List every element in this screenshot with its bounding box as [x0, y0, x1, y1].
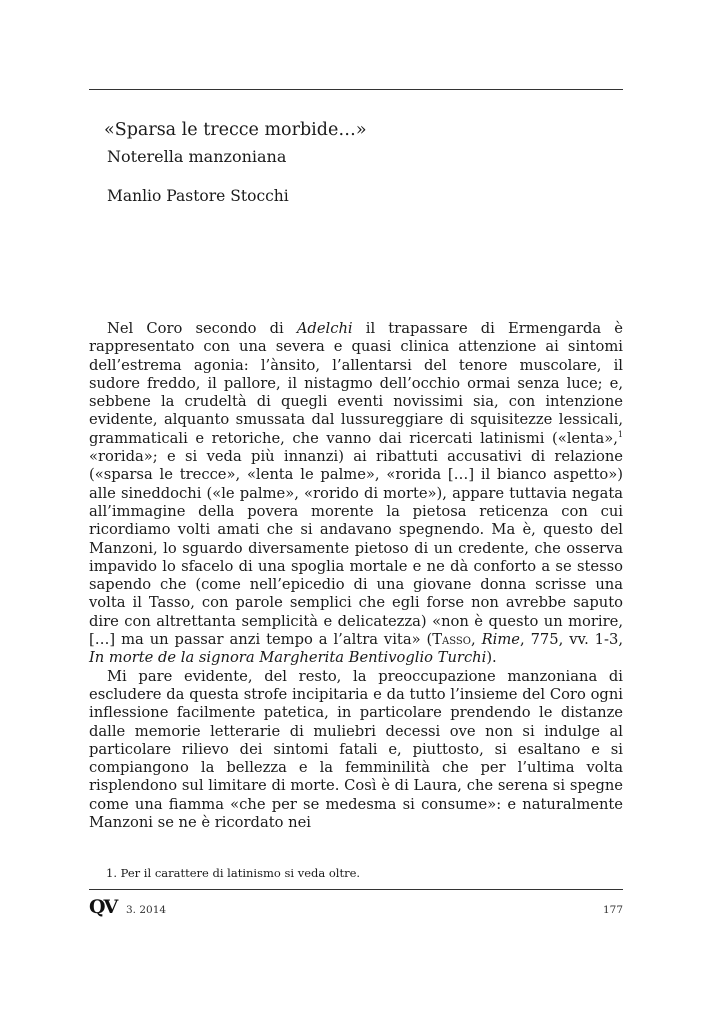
text-run: «rorida»; e si veda più innanzi) ai ribattuti accusativi di relazione («sparsa le trecce», «lenta le palme», «rorida […] il bianco aspetto») alle sineddochi («le palme», «rorido di morte»), appare tuttavia negata all’immagine della povera morente la pietosa reticenza con cui ricordiamo volti amati che si andavano spegnendo. Ma è, questo del Manzoni, lo sguardo diversamente pietoso di un credente, che osserva impavido lo sfacelo di una spoglia mortale e ne dà conforto a se stesso sapendo che (come nell’epicedio di una giovane donna scrisse una volta il Tasso, con parole semplici che egli forse non avrebbe saputo dire con altrettanta semplicità e delicatezza) «non è questo un morire, […] ma un passar anzi tempo a l’altra vita» ( — [89, 448, 623, 649]
article-header — [104, 118, 604, 206]
article-title: «Sparsa le trecce morbide…» — [104, 120, 367, 140]
top-rule — [89, 89, 623, 90]
paragraph-1 — [89, 320, 623, 668]
page-number: 177 — [602, 904, 623, 916]
article-body — [89, 320, 623, 832]
article-subtitle: Noterella manzoniana — [107, 147, 287, 166]
paragraph-2: Mi pare evidente, del resto, la preoccupazione manzoniana di escludere da questa strofe incipitaria e da tutto l’insieme del Coro ogni inflessione facilmente patetica, in particolare prendendo le distanze dalle memorie letterarie di muliebri decessi ove non si indulge al particolare rilievo dei sintomi fatali e, piuttosto, si esaltano e si compiangono la bellezza e la femminilità che per l’ultima volta risplendono sul limitare di morte. Così è di Laura, che serena si spegne come una fiamma «che per se medesma si consume»: e naturalmente Manzoni se ne è ricordato nei — [89, 667, 623, 832]
article-author: Manlio Pastore Stocchi — [107, 187, 289, 205]
bottom-rule — [89, 889, 623, 890]
text-run: Nel Coro secondo di — [107, 320, 297, 337]
footnote-marker[interactable]: 1 — [617, 429, 623, 439]
text-run: ). — [486, 649, 497, 667]
text-run: , 775, vv. 1-3, — [519, 631, 624, 649]
work-title-in-morte: In morte de la signora Margherita Bentivoglio Turchi — [89, 649, 487, 667]
journal-logo: QV — [89, 896, 117, 918]
work-title-adelchi: Adelchi — [296, 320, 353, 337]
author-name-smallcaps: Tasso — [432, 631, 471, 649]
text-run: , — [470, 631, 482, 649]
text-run: il trapassare di Ermengarda è rappresentato con una severa e quasi clinica attenzione ai sintomi dell’estrema agonia: l’ànsito, l’allentarsi del tenore muscolare, il sudore freddo, il pallore, il nistagmo dell’occhio ormai senza luce; e, sebbene la crudeltà di quegli eventi novissimi sia, con intenzione evidente, alquanto smussata dal lussureggiare di squisitezze lessicali, grammaticali e retoriche, che vanno dai ricercati latinismi («lenta», — [89, 320, 623, 447]
issue-number: 3. 2014 — [126, 904, 167, 916]
footnote-1: 1. Per il carattere di latinismo si veda oltre. — [106, 866, 361, 880]
work-title-rime: Rime — [481, 631, 520, 649]
page-footer — [89, 896, 623, 922]
